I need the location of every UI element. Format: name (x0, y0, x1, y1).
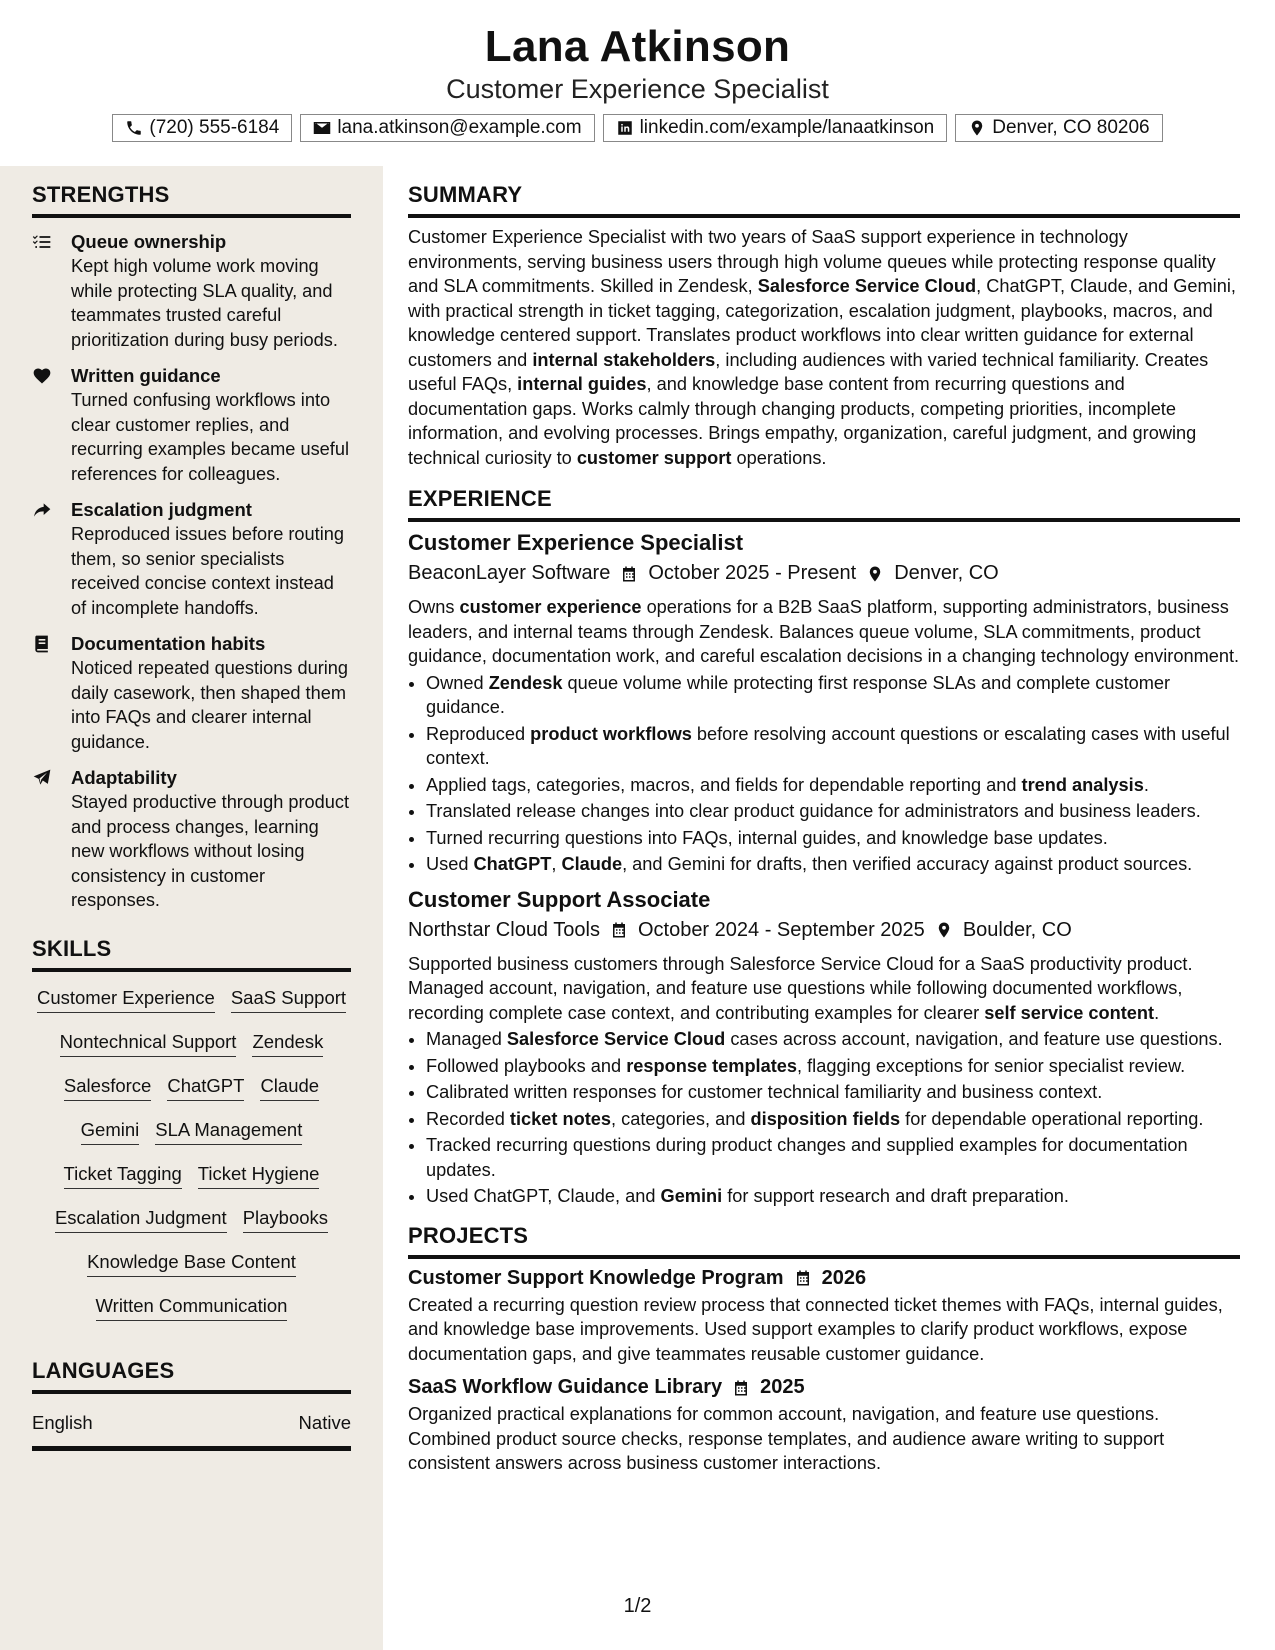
skill-tag: Ticket Hygiene (198, 1162, 320, 1189)
text-run: Calibrated written responses for customer technical familiarity and business context. (426, 1082, 1103, 1102)
bold-phrase: self service content (984, 1002, 1155, 1023)
projects-list (408, 1267, 1240, 1476)
language-name: English (32, 1412, 93, 1433)
project-year: 2026 (821, 1266, 867, 1289)
skill-tag: Salesforce (64, 1074, 151, 1101)
skill-tag: Ticket Tagging (64, 1162, 182, 1189)
text-run: , and knowledge base content from recurring questions and documentation gaps. Works calmly through changing products, competing priorities, incomplete information, and evolving processes. Brings empathy, organization, careful judgment, and growing technical curiosity to (408, 374, 1197, 468)
text-run: , and Gemini for drafts, then verified accuracy against product sources. (622, 854, 1193, 874)
skill-tag: Zendesk (252, 1030, 323, 1057)
strength-icon-wrap (32, 232, 54, 254)
contact-email-text: lana.atkinson@example.com (337, 117, 582, 138)
job-dates: October 2025 - Present (648, 562, 857, 584)
summary-heading: SUMMARY (408, 182, 1240, 218)
bullet-item (426, 826, 1240, 851)
text-run: Owns (408, 597, 460, 617)
bold-phrase: ticket notes (509, 1108, 611, 1129)
job-location: Denver, CO (894, 562, 999, 584)
calendar-icon (620, 565, 638, 583)
skill-tag: Knowledge Base Content (87, 1250, 296, 1277)
strength-icon-wrap (32, 634, 54, 656)
contact-bar (0, 114, 1275, 142)
strength-title: Documentation habits (71, 633, 266, 654)
text-run: Reproduced (426, 723, 531, 744)
experience-heading: EXPERIENCE (408, 486, 1240, 522)
bold-phrase: Salesforce Service Cloud (506, 1029, 726, 1049)
job-bullets (408, 671, 1240, 877)
bold-phrase: Salesforce Service Cloud (757, 276, 977, 296)
bullet-item (426, 852, 1240, 877)
phone-icon (125, 119, 143, 137)
job-description (408, 952, 1240, 1026)
text-run: Used ChatGPT, Claude, and (426, 1186, 661, 1206)
paper-plane-icon (32, 768, 52, 788)
strength-desc: Reproduced issues before routing them, so senior specialists received concise context instead of incomplete handoffs. (71, 524, 344, 618)
candidate-name: Lana Atkinson (484, 22, 791, 71)
page-number: 1/2 (623, 1595, 652, 1617)
job-meta (408, 919, 1240, 942)
strengths-section (32, 182, 351, 913)
bullet-item (426, 799, 1240, 824)
project-entry (408, 1376, 1240, 1476)
contact-phone-text: (720) 555-6184 (149, 117, 280, 138)
text-run: Managed (426, 1029, 507, 1049)
bullet-item (426, 1133, 1240, 1182)
book-icon (32, 634, 52, 654)
skill-tag: Playbooks (243, 1206, 328, 1233)
text-run: Translated release changes into clear product guidance for administrators and business leaders. (426, 801, 1201, 821)
project-description: Organized practical explanations for common account, navigation, and feature use questions. Combined product source checks, response templates, and audience aware writing to support consistent answers across business customer interactions. (408, 1404, 1165, 1473)
text-run: for dependable operational reporting. (900, 1108, 1204, 1129)
bold-phrase: customer experience (459, 597, 642, 617)
project-year: 2025 (760, 1376, 805, 1398)
text-run: Turned recurring questions into FAQs, internal guides, and knowledge base updates. (426, 827, 1108, 848)
skill-tag: Gemini (81, 1118, 140, 1145)
text-run: Supported business customers through Salesforce Service Cloud for a SaaS productivity product. Managed account, navigation, and feature use questions while following documented workflows, recording complete case context, and contributing examples for clearer (408, 953, 1193, 1023)
strength-item (32, 766, 351, 913)
job-entry (408, 887, 1240, 1209)
job-description (408, 595, 1240, 669)
strength-icon-wrap (32, 500, 54, 522)
strength-title: Written guidance (71, 365, 221, 386)
strength-desc: Noticed repeated questions during daily casework, then shaped them into FAQs and clearer internal guidance. (71, 658, 349, 752)
text-run: , categories, and (611, 1108, 751, 1129)
strengths-heading: STRENGTHS (32, 182, 351, 218)
bullet-item (426, 1184, 1240, 1209)
job-title: Customer Experience Specialist (408, 530, 744, 555)
bold-phrase: Gemini (660, 1186, 723, 1206)
strength-title: Queue ownership (71, 231, 227, 252)
bullet-item (426, 773, 1240, 798)
strength-desc: Kept high volume work moving while protecting SLA quality, and teammates trusted careful prioritization during busy periods. (71, 256, 338, 350)
text-run: for support research and draft preparation. (722, 1186, 1069, 1206)
summary-section (408, 182, 1240, 470)
project-description: Created a recurring question review process that connected ticket themes with FAQs, internal guides, and knowledge base improvements. Used support examples to clarify product workflows, expose documentation gaps, and give teammates reusable customer guidance. (408, 1294, 1223, 1364)
text-run: before resolving account questions or escalating cases with useful context. (426, 723, 1230, 768)
bold-phrase: product workflows (530, 723, 692, 744)
contact-phone[interactable] (112, 114, 292, 142)
job-entry (408, 530, 1240, 877)
linkedin-icon (616, 119, 634, 137)
calendar-icon (794, 1269, 812, 1287)
project-title-row (408, 1376, 1240, 1399)
bold-phrase: internal guides (517, 374, 647, 394)
strength-desc: Turned confusing workflows into clear customer replies, and recurring examples became useful references for colleagues. (71, 390, 349, 484)
text-run: Applied tags, categories, macros, and fields for dependable reporting and (426, 774, 1022, 795)
text-run: Customer Experience Specialist with two years of SaaS support experience in technology environments, serving business users through high volume queues while protecting response quality and SLA commitments. Skilled in Zendesk, (408, 227, 1216, 296)
text-run: queue volume while protecting first response SLAs and complete customer guidance. (426, 672, 1171, 717)
bold-phrase: internal stakeholders (532, 349, 716, 370)
strength-item (32, 498, 351, 620)
bold-phrase: response templates (626, 1055, 798, 1076)
bold-phrase: Zendesk (488, 672, 563, 693)
contact-location[interactable] (955, 114, 1162, 142)
skills-section (32, 936, 351, 1321)
projects-section (408, 1223, 1240, 1476)
list-check-icon (32, 232, 52, 252)
bold-phrase: disposition fields (750, 1108, 901, 1129)
strength-desc: Stayed productive through product and process changes, learning new workflows without losing consistency in customer responses. (71, 792, 350, 910)
bullet-item (426, 1027, 1240, 1052)
heart-icon (32, 366, 52, 386)
project-title-row (408, 1267, 1240, 1290)
job-bullets (408, 1027, 1240, 1209)
languages-section (32, 1358, 351, 1451)
text-run: Owned (426, 672, 489, 693)
candidate-title: Customer Experience Specialist (446, 74, 829, 104)
text-run: Followed playbooks and (426, 1055, 627, 1076)
bullet-item (426, 1054, 1240, 1079)
bullet-item (426, 1107, 1240, 1132)
skill-tag: SLA Management (155, 1118, 302, 1145)
map-pin-icon (866, 565, 884, 583)
bullet-item (426, 722, 1240, 771)
bold-phrase: trend analysis (1021, 774, 1144, 795)
projects-heading: PROJECTS (408, 1223, 1240, 1259)
skill-tag: Nontechnical Support (60, 1030, 237, 1057)
strength-item (32, 364, 351, 486)
languages-heading: LANGUAGES (32, 1358, 351, 1394)
map-pin-icon (935, 921, 953, 939)
jobs-list (408, 530, 1240, 1209)
text-run: , ChatGPT, Claude, and Gemini, with practical strength in ticket tagging, categorization, escalation judgment, playbooks, macros, and knowledge centered support. Translates product workflows into clear written guidance for external customers and (408, 276, 1236, 370)
skill-tag: Escalation Judgment (55, 1206, 227, 1233)
strength-item (32, 632, 351, 754)
bold-phrase: customer support (576, 447, 732, 468)
calendar-icon (610, 921, 628, 939)
text-run: , including audiences with varied technical familiarity. Creates useful FAQs, (408, 349, 1209, 394)
job-company: BeaconLayer Software (408, 562, 611, 584)
strength-item (32, 230, 351, 352)
share-arrow-icon (32, 500, 52, 520)
strength-icon-wrap (32, 366, 54, 388)
text-run: . (1154, 1002, 1160, 1023)
skill-tag: Customer Experience (37, 986, 215, 1013)
summary-text (408, 225, 1240, 470)
skills-list (32, 986, 351, 1321)
project-title: SaaS Workflow Guidance Library (408, 1376, 723, 1398)
text-run: operations for a B2B SaaS platform, supporting administrators, business leaders, and internal teams through Zendesk. Balances queue volume, SLA commitments, product guidance, documentation work, and careful escalation decisions in a changing technology environment. (408, 597, 1240, 666)
calendar-icon (732, 1379, 750, 1397)
text-run: cases across account, navigation, and feature use questions. (725, 1029, 1223, 1049)
experience-section (408, 486, 1240, 1209)
project-entry (408, 1267, 1240, 1367)
strengths-list (32, 230, 351, 913)
job-dates: October 2024 - September 2025 (637, 918, 925, 941)
skill-tag: ChatGPT (167, 1074, 244, 1101)
contact-linkedin[interactable] (603, 114, 948, 142)
contact-location-text: Denver, CO 80206 (992, 117, 1150, 138)
bold-phrase: ChatGPT (473, 854, 552, 874)
text-run: , flagging exceptions for senior specialist review. (797, 1055, 1186, 1076)
skills-heading: SKILLS (32, 936, 351, 972)
resume-header (0, 0, 1275, 166)
envelope-icon (313, 119, 331, 137)
job-company: Northstar Cloud Tools (408, 918, 600, 941)
contact-linkedin-text: linkedin.com/example/lanaatkinson (639, 117, 935, 138)
text-run: Tracked recurring questions during product changes and supplied examples for documentation updates. (426, 1135, 1188, 1180)
language-level: Native (298, 1412, 351, 1433)
text-run: Used (426, 854, 474, 874)
strength-title: Escalation judgment (71, 499, 252, 520)
strength-title: Adaptability (71, 767, 177, 788)
skill-tag: SaaS Support (231, 986, 346, 1013)
map-pin-icon (968, 119, 986, 137)
language-row (32, 1412, 351, 1451)
bullet-item (426, 1080, 1240, 1105)
bullet-item (426, 671, 1240, 720)
bold-phrase: Claude (561, 854, 623, 874)
skill-tag: Claude (260, 1074, 319, 1101)
skill-tag: Written Communication (96, 1294, 288, 1321)
text-run: operations. (731, 447, 827, 468)
sidebar (0, 166, 383, 1650)
project-title: Customer Support Knowledge Program (408, 1266, 784, 1289)
text-run: Recorded (426, 1108, 510, 1129)
main-content (408, 166, 1240, 1476)
contact-email[interactable] (300, 114, 594, 142)
strength-icon-wrap (32, 768, 54, 790)
job-location: Boulder, CO (962, 918, 1072, 941)
job-meta (408, 562, 1240, 585)
job-title: Customer Support Associate (408, 886, 711, 912)
text-run: . (1143, 774, 1149, 795)
text-run: , (551, 854, 562, 874)
